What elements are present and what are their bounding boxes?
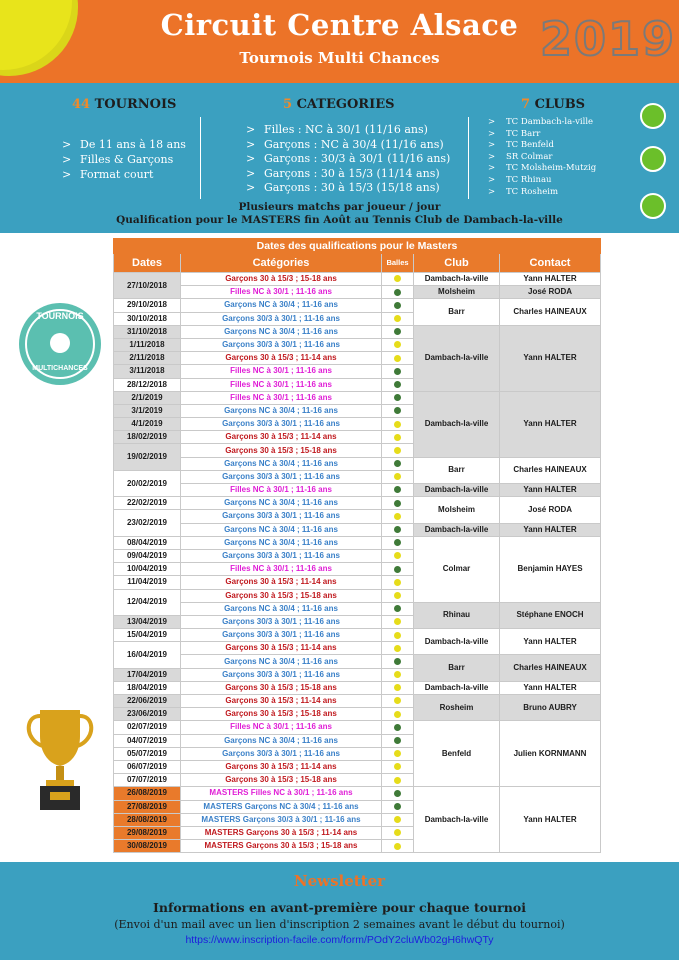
date-cell: 18/04/2019 xyxy=(114,681,181,694)
list-item: > Garçons : NC à 30/4 (11/16 ans) xyxy=(246,138,450,153)
list-item: > Garçons : 30/3 à 30/1 (11/16 ans) xyxy=(246,152,450,167)
green-ball-icon xyxy=(394,526,401,533)
date-cell: 28/08/2019 xyxy=(114,813,181,826)
category-cell: Garçons NC à 30/4 ; 11-16 ans xyxy=(181,497,382,510)
list-item: > TC Benfeld xyxy=(488,140,596,152)
balles-cell xyxy=(382,734,414,747)
yellow-ball-icon xyxy=(394,579,401,586)
contact-cell: Yann HALTER xyxy=(500,273,601,286)
club-cell: Colmar xyxy=(414,536,500,602)
list-item: > De 11 ans à 18 ans xyxy=(62,137,186,152)
date-cell: 09/04/2019 xyxy=(114,549,181,562)
club-cell: Molsheim xyxy=(414,286,500,299)
trophy-icon xyxy=(24,706,96,812)
balles-cell xyxy=(382,484,414,497)
balles-cell xyxy=(382,338,414,351)
list-item: > Filles : NC à 30/1 (11/16 ans) xyxy=(246,123,450,138)
contact-cell: Stéphane ENOCH xyxy=(500,602,601,628)
yellow-ball-icon xyxy=(394,645,401,652)
header-banner xyxy=(0,0,679,83)
category-cell: Garçons 30 à 15/3 ; 11-14 ans xyxy=(181,695,382,708)
green-ball-icon xyxy=(394,658,401,665)
date-cell: 13/04/2019 xyxy=(114,615,181,628)
club-cell: Rosheim xyxy=(414,695,500,721)
balles-cell xyxy=(382,273,414,286)
list-item: > Garçons : 30 à 15/3 (11/14 ans) xyxy=(246,167,450,182)
category-cell: Filles NC à 30/1 ; 11-16 ans xyxy=(181,484,382,497)
balles-cell xyxy=(382,602,414,615)
club-cell: Rhinau xyxy=(414,602,500,628)
club-cell: Barr xyxy=(414,299,500,325)
club-cell: Barr xyxy=(414,457,500,483)
date-cell: 12/04/2019 xyxy=(114,589,181,615)
balles-cell xyxy=(382,668,414,681)
green-ball-icon xyxy=(394,724,401,731)
newsletter-title: Newsletter xyxy=(293,872,386,890)
green-ball-icon xyxy=(394,803,401,810)
club-cell: Molsheim xyxy=(414,497,500,523)
yellow-ball-icon xyxy=(394,421,401,428)
table-row xyxy=(114,655,601,668)
yellow-ball-icon xyxy=(394,843,401,850)
category-cell: Filles NC à 30/1 ; 11-16 ans xyxy=(181,365,382,378)
club-cell: Benfeld xyxy=(414,721,500,787)
category-cell: Filles NC à 30/1 ; 11-16 ans xyxy=(181,378,382,391)
date-cell: 22/02/2019 xyxy=(114,497,181,510)
table-row xyxy=(114,536,601,549)
contact-cell: José RODA xyxy=(500,286,601,299)
balles-cell xyxy=(382,418,414,431)
list-item: > TC Rhinau xyxy=(488,175,596,187)
category-cell: Garçons 30/3 à 30/1 ; 11-16 ans xyxy=(181,615,382,628)
category-cell: Garçons 30/3 à 30/1 ; 11-16 ans xyxy=(181,312,382,325)
tournois-heading: 44 TOURNOIS xyxy=(72,97,177,112)
table-row xyxy=(114,681,601,694)
green-ball-icon xyxy=(394,394,401,401)
category-cell: Filles NC à 30/1 ; 11-16 ans xyxy=(181,391,382,404)
clubs-heading: 7 CLUBS xyxy=(521,97,586,112)
green-ball-icon xyxy=(394,368,401,375)
balles-cell xyxy=(382,629,414,642)
club-cell: Dambach-la-ville xyxy=(414,787,500,853)
balles-cell xyxy=(382,642,414,655)
categories-heading: 5 CATEGORIES xyxy=(283,97,395,112)
list-item: > TC Barr xyxy=(488,129,596,141)
table-row xyxy=(114,787,601,800)
list-item: > TC Dambach-la-ville xyxy=(488,117,596,129)
date-cell: 04/07/2019 xyxy=(114,734,181,747)
club-cell: Dambach-la-ville xyxy=(414,391,500,457)
balles-cell xyxy=(382,760,414,773)
yellow-ball-icon xyxy=(394,275,401,282)
green-ball-icon xyxy=(394,605,401,612)
date-cell: 30/08/2019 xyxy=(114,840,181,853)
balles-cell xyxy=(382,431,414,444)
date-cell: 27/10/2018 xyxy=(114,273,181,299)
categories-list xyxy=(246,123,450,196)
category-cell: Garçons 30 à 15/3 ; 11-14 ans xyxy=(181,760,382,773)
page-title: Circuit Centre Alsace xyxy=(160,8,519,42)
category-cell: Garçons 30/3 à 30/1 ; 11-16 ans xyxy=(181,418,382,431)
yellow-ball-icon xyxy=(394,592,401,599)
registration-link[interactable]: https://www.inscription-facile.com/form/POdY2cluWb02gH6hwQTy xyxy=(185,934,494,946)
date-cell: 31/10/2018 xyxy=(114,325,181,338)
clover-icon xyxy=(50,333,70,353)
table-row xyxy=(114,286,601,299)
category-cell: MASTERS Garçons 30 à 15/3 ; 15-18 ans xyxy=(181,840,382,853)
table-row xyxy=(114,325,601,338)
date-cell: 16/04/2019 xyxy=(114,642,181,668)
date-cell: 10/04/2019 xyxy=(114,563,181,576)
header-club: Club xyxy=(414,254,500,273)
yellow-ball-icon xyxy=(394,632,401,639)
category-cell: Garçons NC à 30/4 ; 11-16 ans xyxy=(181,404,382,417)
date-cell: 1/11/2018 xyxy=(114,338,181,351)
category-cell: Garçons NC à 30/4 ; 11-16 ans xyxy=(181,655,382,668)
balles-cell xyxy=(382,655,414,668)
yellow-ball-icon xyxy=(394,697,401,704)
contact-cell: Yann HALTER xyxy=(500,391,601,457)
category-cell: Garçons 30/3 à 30/1 ; 11-16 ans xyxy=(181,549,382,562)
category-cell: Garçons 30/3 à 30/1 ; 11-16 ans xyxy=(181,510,382,523)
multichances-stamp: TOURNOIS MULTICHANCES xyxy=(19,303,101,385)
balles-cell xyxy=(382,549,414,562)
yellow-ball-icon xyxy=(394,777,401,784)
balles-cell xyxy=(382,404,414,417)
newsletter-line-2: (Envoi d'un mail avec un lien d'inscription 2 semaines avant le début du tournoi) xyxy=(114,918,565,931)
club-cell: Dambach-la-ville xyxy=(414,523,500,536)
date-cell: 3/1/2019 xyxy=(114,404,181,417)
balles-cell xyxy=(382,352,414,365)
club-cell: Dambach-la-ville xyxy=(414,484,500,497)
balles-cell xyxy=(382,378,414,391)
category-cell: Garçons NC à 30/4 ; 11-16 ans xyxy=(181,602,382,615)
balles-cell xyxy=(382,576,414,589)
green-ball-icon xyxy=(394,289,401,296)
balles-cell xyxy=(382,721,414,734)
category-cell: Garçons NC à 30/4 ; 11-16 ans xyxy=(181,536,382,549)
date-cell: 17/04/2019 xyxy=(114,668,181,681)
balles-cell xyxy=(382,774,414,787)
table-body xyxy=(114,273,601,853)
balles-cell xyxy=(382,800,414,813)
balles-cell xyxy=(382,813,414,826)
yellow-ball-icon xyxy=(394,618,401,625)
table-row xyxy=(114,721,601,734)
green-ball-icon xyxy=(394,566,401,573)
category-cell: Garçons 30 à 15/3 ; 11-14 ans xyxy=(181,642,382,655)
category-cell: Filles NC à 30/1 ; 11-16 ans xyxy=(181,721,382,734)
date-cell: 11/04/2019 xyxy=(114,576,181,589)
club-cell: Barr xyxy=(414,655,500,681)
balles-cell xyxy=(382,365,414,378)
yellow-ball-icon xyxy=(394,447,401,454)
green-ball-icon xyxy=(394,381,401,388)
category-cell: Garçons 30 à 15/3 ; 15-18 ans xyxy=(181,708,382,721)
table-row xyxy=(114,299,601,312)
info-line-2: Qualification pour le MASTERS fin Août au Tennis Club de Dambach-la-ville xyxy=(116,214,563,226)
balles-cell xyxy=(382,286,414,299)
clubs-list xyxy=(488,117,596,198)
date-cell: 23/06/2019 xyxy=(114,708,181,721)
tennis-ball-icon xyxy=(640,103,666,129)
club-cell: Dambach-la-ville xyxy=(414,325,500,391)
balles-cell xyxy=(382,312,414,325)
yellow-ball-icon xyxy=(394,816,401,823)
balles-cell xyxy=(382,325,414,338)
category-cell: Garçons NC à 30/4 ; 11-16 ans xyxy=(181,734,382,747)
balles-cell xyxy=(382,563,414,576)
green-ball-icon xyxy=(394,500,401,507)
date-cell: 02/07/2019 xyxy=(114,721,181,734)
category-cell: MASTERS Garçons NC à 30/4 ; 11-16 ans xyxy=(181,800,382,813)
yellow-ball-icon xyxy=(394,711,401,718)
newsletter-line-1: Informations en avant-première pour chaque tournoi xyxy=(153,900,526,915)
date-cell: 23/02/2019 xyxy=(114,510,181,536)
table-row xyxy=(114,457,601,470)
newsletter-footer xyxy=(0,862,679,960)
balles-cell xyxy=(382,787,414,800)
category-cell: Garçons 30 à 15/3 ; 11-14 ans xyxy=(181,431,382,444)
qualifications-table xyxy=(113,238,600,853)
category-cell: Garçons 30 à 15/3 ; 15-18 ans xyxy=(181,589,382,602)
balles-cell xyxy=(382,536,414,549)
category-cell: Garçons 30 à 15/3 ; 11-14 ans xyxy=(181,352,382,365)
date-cell: 28/12/2018 xyxy=(114,378,181,391)
date-cell: 18/02/2019 xyxy=(114,431,181,444)
yellow-ball-icon xyxy=(394,513,401,520)
balles-cell xyxy=(382,826,414,839)
date-cell: 15/04/2019 xyxy=(114,629,181,642)
table-row xyxy=(114,602,601,615)
category-cell: Garçons 30 à 15/3 ; 15-18 ans xyxy=(181,444,382,457)
table-row xyxy=(114,523,601,536)
balles-cell xyxy=(382,840,414,853)
contact-cell: José RODA xyxy=(500,497,601,523)
page-subtitle: Tournois Multi Chances xyxy=(239,49,440,67)
category-cell: MASTERS Garçons 30 à 15/3 ; 11-14 ans xyxy=(181,826,382,839)
tennis-ball-icon xyxy=(640,146,666,172)
header-balles: Balles xyxy=(382,254,414,273)
list-item: > Filles & Garçons xyxy=(62,152,186,167)
green-ball-icon xyxy=(394,539,401,546)
green-ball-icon xyxy=(394,407,401,414)
date-cell: 20/02/2019 xyxy=(114,470,181,496)
yellow-ball-icon xyxy=(394,671,401,678)
yellow-ball-icon xyxy=(394,829,401,836)
balles-cell xyxy=(382,299,414,312)
balles-cell xyxy=(382,695,414,708)
category-cell: Garçons 30 à 15/3 ; 15-18 ans xyxy=(181,774,382,787)
yellow-ball-icon xyxy=(394,763,401,770)
date-cell: 08/04/2019 xyxy=(114,536,181,549)
club-cell: Dambach-la-ville xyxy=(414,273,500,286)
balles-cell xyxy=(382,523,414,536)
category-cell: Garçons 30 à 15/3 ; 15-18 ans xyxy=(181,273,382,286)
date-cell: 05/07/2019 xyxy=(114,747,181,760)
info-line-1: Plusieurs matchs par joueur / jour xyxy=(238,201,441,213)
header-categories: Catégories xyxy=(181,254,382,273)
list-item: > Format court xyxy=(62,167,186,182)
divider xyxy=(200,117,201,199)
contact-cell: Julien KORNMANN xyxy=(500,721,601,787)
date-cell: 22/06/2019 xyxy=(114,695,181,708)
club-cell: Dambach-la-ville xyxy=(414,681,500,694)
list-item: > SR Colmar xyxy=(488,152,596,164)
balles-cell xyxy=(382,457,414,470)
contact-cell: Yann HALTER xyxy=(500,629,601,655)
contact-cell: Yann HALTER xyxy=(500,523,601,536)
tournois-list xyxy=(62,137,186,182)
date-cell: 3/11/2018 xyxy=(114,365,181,378)
info-panel xyxy=(0,83,679,233)
category-cell: Garçons NC à 30/4 ; 11-16 ans xyxy=(181,523,382,536)
balles-cell xyxy=(382,497,414,510)
header-dates: Dates xyxy=(114,254,181,273)
date-cell: 2/1/2019 xyxy=(114,391,181,404)
category-cell: Garçons 30/3 à 30/1 ; 11-16 ans xyxy=(181,747,382,760)
yellow-ball-icon xyxy=(394,750,401,757)
contact-cell: Bruno AUBRY xyxy=(500,695,601,721)
table-row xyxy=(114,695,601,708)
category-cell: MASTERS Filles NC à 30/1 ; 11-16 ans xyxy=(181,787,382,800)
green-ball-icon xyxy=(394,486,401,493)
date-cell: 06/07/2019 xyxy=(114,760,181,773)
contact-cell: Charles HAINEAUX xyxy=(500,655,601,681)
category-cell: Garçons 30 à 15/3 ; 11-14 ans xyxy=(181,576,382,589)
date-cell: 2/11/2018 xyxy=(114,352,181,365)
year-label: 2019 xyxy=(540,12,677,66)
balles-cell xyxy=(382,747,414,760)
balles-cell xyxy=(382,444,414,457)
divider xyxy=(468,117,469,199)
category-cell: Garçons NC à 30/4 ; 11-16 ans xyxy=(181,299,382,312)
table-row xyxy=(114,629,601,642)
category-cell: Garçons 30/3 à 30/1 ; 11-16 ans xyxy=(181,668,382,681)
category-cell: Garçons NC à 30/4 ; 11-16 ans xyxy=(181,325,382,338)
balles-cell xyxy=(382,708,414,721)
category-cell: Garçons 30/3 à 30/1 ; 11-16 ans xyxy=(181,338,382,351)
balles-cell xyxy=(382,470,414,483)
contact-cell: Yann HALTER xyxy=(500,787,601,853)
table-row xyxy=(114,497,601,510)
date-cell: 26/08/2019 xyxy=(114,787,181,800)
date-cell: 19/02/2019 xyxy=(114,444,181,470)
date-cell: 07/07/2019 xyxy=(114,774,181,787)
date-cell: 30/10/2018 xyxy=(114,312,181,325)
club-cell: Dambach-la-ville xyxy=(414,629,500,655)
date-cell: 27/08/2019 xyxy=(114,800,181,813)
table-row xyxy=(114,391,601,404)
category-cell: Garçons 30 à 15/3 ; 15-18 ans xyxy=(181,681,382,694)
yellow-ball-icon xyxy=(394,434,401,441)
table-row xyxy=(114,484,601,497)
green-ball-icon xyxy=(394,302,401,309)
balles-cell xyxy=(382,681,414,694)
green-ball-icon xyxy=(394,328,401,335)
balles-cell xyxy=(382,391,414,404)
yellow-ball-icon xyxy=(394,355,401,362)
green-ball-icon xyxy=(394,790,401,797)
header-contact: Contact xyxy=(500,254,601,273)
contact-cell: Yann HALTER xyxy=(500,681,601,694)
contact-cell: Charles HAINEAUX xyxy=(500,457,601,483)
category-cell: Filles NC à 30/1 ; 11-16 ans xyxy=(181,286,382,299)
table-row xyxy=(114,273,601,286)
category-cell: Garçons 30/3 à 30/1 ; 11-16 ans xyxy=(181,629,382,642)
list-item: > TC Molsheim-Mutzig xyxy=(488,163,596,175)
contact-cell: Benjamin HAYES xyxy=(500,536,601,602)
balles-cell xyxy=(382,510,414,523)
date-cell: 29/10/2018 xyxy=(114,299,181,312)
category-cell: Garçons NC à 30/4 ; 11-16 ans xyxy=(181,457,382,470)
category-cell: Filles NC à 30/1 ; 11-16 ans xyxy=(181,563,382,576)
contact-cell: Charles HAINEAUX xyxy=(500,299,601,325)
category-cell: MASTERS Garçons 30/3 à 30/1 ; 11-16 ans xyxy=(181,813,382,826)
list-item: > TC Rosheim xyxy=(488,187,596,199)
category-cell: Garçons 30/3 à 30/1 ; 11-16 ans xyxy=(181,470,382,483)
green-ball-icon xyxy=(394,460,401,467)
balles-cell xyxy=(382,589,414,602)
yellow-ball-icon xyxy=(394,684,401,691)
contact-cell: Yann HALTER xyxy=(500,325,601,391)
yellow-ball-icon xyxy=(394,341,401,348)
list-item: > Garçons : 30 à 15/3 (15/18 ans) xyxy=(246,181,450,196)
table-title: Dates des qualifications pour le Masters xyxy=(114,239,601,254)
yellow-ball-icon xyxy=(394,552,401,559)
yellow-ball-icon xyxy=(394,315,401,322)
yellow-ball-icon xyxy=(394,473,401,480)
balles-cell xyxy=(382,615,414,628)
date-cell: 4/1/2019 xyxy=(114,418,181,431)
contact-cell: Yann HALTER xyxy=(500,484,601,497)
green-ball-icon xyxy=(394,737,401,744)
date-cell: 29/08/2019 xyxy=(114,826,181,839)
